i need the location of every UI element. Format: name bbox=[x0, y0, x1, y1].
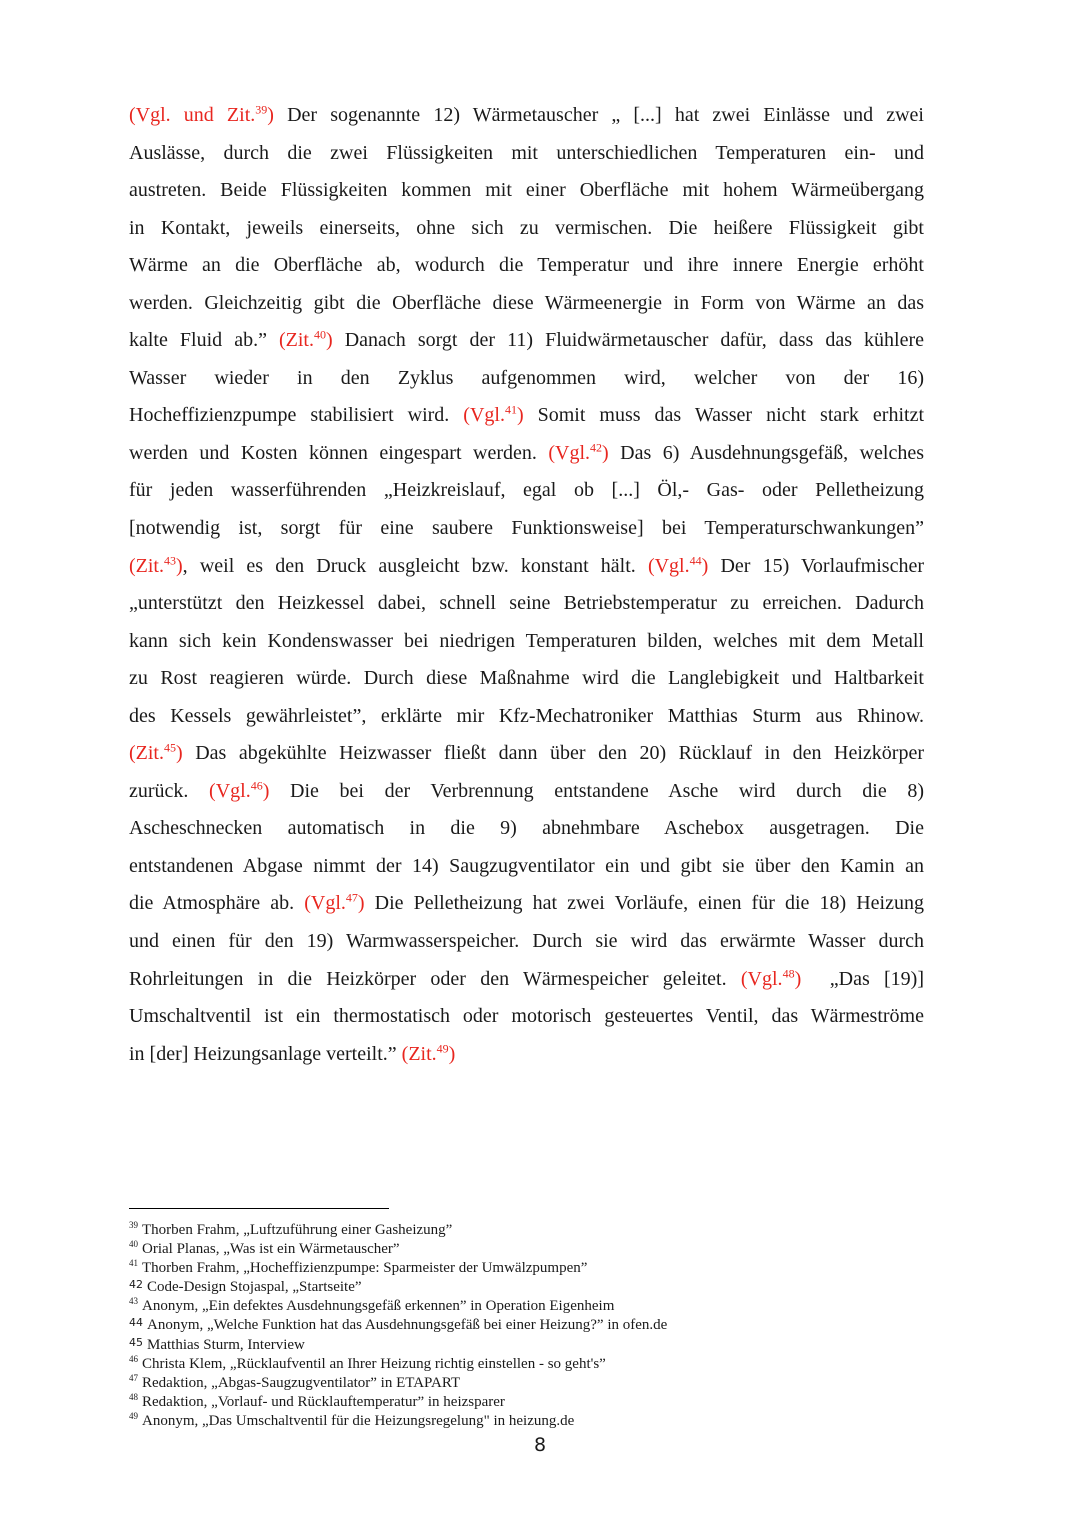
body-text-run: werden und Kosten können eingespart werden. bbox=[129, 441, 549, 464]
footnote-text: Christa Klem, „Rücklaufventil an Ihrer Heizung richtig einstellen - so geht's” bbox=[142, 1355, 606, 1372]
citation-close: ) bbox=[602, 441, 609, 464]
body-text-run: Hocheffizienzpumpe stabilisiert wird. bbox=[129, 404, 464, 427]
footnote bbox=[129, 1412, 909, 1431]
body-text-run: Wärme an die Oberfläche ab, wodurch die Temperatur und ihre innere Energie erhöht bbox=[129, 254, 924, 277]
footnote-separator bbox=[129, 1208, 389, 1209]
footnotes bbox=[129, 1221, 909, 1431]
footnote-number: 39 bbox=[129, 1220, 138, 1230]
body-line bbox=[129, 510, 924, 548]
body-text-run: austreten. Beide Flüssigkeiten kommen mit einer Oberfläche mit hohem Wärmeübergang bbox=[129, 179, 924, 202]
body-text-run: Rohrleitungen in die Heizkörper oder den Wärmespeicher geleitet. bbox=[129, 967, 741, 990]
footnote bbox=[129, 1393, 909, 1412]
citation-close: ) bbox=[448, 1042, 456, 1065]
footnote-number: 47 bbox=[129, 1372, 138, 1383]
body-text-run: Das abgekühlte Heizwasser fließt dann über den 20) Rücklauf in den Heizkörper bbox=[182, 742, 924, 765]
citation-label: (Vgl. bbox=[304, 892, 346, 915]
citation-label: (Vgl. bbox=[740, 967, 783, 990]
citation-number: 39 bbox=[255, 102, 268, 117]
citation-close: ) bbox=[267, 104, 274, 126]
body-text-run: Danach sorgt der 11) Fluidwärmetauscher dafür, dass das kühlere bbox=[332, 329, 924, 352]
body-line bbox=[129, 548, 924, 586]
citation-marker bbox=[647, 552, 709, 577]
footnote-text: Anonym, „Das Umschaltventil für die Heizungsregelung" in heizung.de bbox=[142, 1412, 575, 1429]
body-line bbox=[129, 961, 924, 999]
citation-number: 42 bbox=[590, 440, 603, 455]
citation-number: 48 bbox=[782, 965, 795, 980]
footnote-number: 46 bbox=[129, 1353, 138, 1364]
body-line bbox=[129, 773, 924, 811]
citation-marker bbox=[304, 892, 364, 914]
body-text bbox=[129, 97, 924, 1073]
body-text-run: zurück. bbox=[129, 779, 210, 802]
body-line bbox=[129, 623, 924, 661]
footnote-text: Thorben Frahm, „Luftzuführung einer Gasheizung” bbox=[142, 1222, 453, 1238]
footnote-number: 41 bbox=[129, 1258, 138, 1269]
footnote-number: 48 bbox=[129, 1391, 138, 1402]
footnote-number: 49 bbox=[129, 1410, 138, 1421]
citation-close: ) bbox=[516, 404, 524, 427]
citation-label: (Vgl. bbox=[647, 554, 690, 577]
body-text-run: zu Rost reagieren würde. Durch diese Maßnahme wird die Langlebigkeit und Haltbarkeit bbox=[129, 667, 924, 690]
body-line bbox=[129, 585, 924, 623]
citation-label: (Zit. bbox=[279, 329, 314, 352]
citation-number: 45 bbox=[164, 740, 176, 755]
citation-number: 46 bbox=[250, 778, 263, 793]
citation-label: (Vgl. bbox=[209, 779, 251, 802]
citation-close: ) bbox=[357, 892, 365, 915]
body-line bbox=[129, 735, 924, 773]
citation-marker bbox=[463, 404, 523, 426]
body-text-run: „unterstützt den Heizkessel dabei, schnell seine Betriebstemperatur zu erreichen. Dadurch bbox=[129, 592, 924, 615]
footnote-text: Redaktion, „Vorlauf- und Rücklauftemperatur” in heizsparer bbox=[142, 1393, 505, 1410]
body-text-run: Somit muss das Wasser nicht stark erhitzt bbox=[523, 404, 924, 427]
body-line bbox=[129, 285, 924, 323]
body-text-run: in Kontakt, jeweils einerseits, ohne sich zu vermischen. Die heißere Flüssigkeit gibt bbox=[129, 216, 924, 239]
footnote bbox=[129, 1221, 909, 1240]
citation-close: ) bbox=[326, 329, 333, 352]
body-text-run: die Atmosphäre ab. bbox=[129, 892, 305, 915]
body-line bbox=[129, 885, 924, 923]
citation-label: (Vgl. und Zit. bbox=[129, 104, 256, 126]
citation-marker bbox=[209, 780, 269, 802]
footnote-number: 40 bbox=[129, 1239, 138, 1250]
citation-label: (Zit. bbox=[129, 742, 164, 765]
body-text-run: und einen für den 19) Warmwasserspeicher. Durch sie wird das erwärmte Wasser durch bbox=[129, 930, 924, 953]
body-text-run: Umschaltventil ist ein thermostatisch oder motorisch gesteuertes Ventil, das Wärmeströme bbox=[129, 1005, 924, 1028]
footnote bbox=[129, 1336, 909, 1355]
footnote-number: 42 bbox=[129, 1278, 143, 1292]
body-text-run: Auslässe, durch die zwei Flüssigkeiten mit unterschiedlichen Temperaturen ein- und bbox=[129, 141, 924, 164]
footnote bbox=[129, 1374, 909, 1393]
footnote-text: Code-Design Stojaspal, „Startseite” bbox=[147, 1279, 362, 1296]
body-line bbox=[129, 247, 924, 285]
footnote-text: Redaktion, „Abgas-Saugzugventilator” in ETAPART bbox=[142, 1374, 461, 1391]
body-line bbox=[129, 360, 924, 398]
body-text-run: Der sogenannte 12) Wärmetauscher „ [...] hat zwei Einlässe und zwei bbox=[273, 104, 924, 126]
citation-close: ) bbox=[176, 742, 183, 765]
body-line bbox=[129, 172, 924, 210]
citation-number: 41 bbox=[504, 402, 517, 417]
body-line bbox=[129, 135, 924, 173]
citation-marker bbox=[279, 329, 333, 351]
citation-close: ) bbox=[176, 554, 183, 577]
footnote-number: 44 bbox=[129, 1316, 143, 1330]
body-text-run: in [der] Heizungsanlage verteilt.” bbox=[129, 1042, 402, 1065]
body-text-run: [notwendig ist, sorgt für eine saubere Funktionsweise] bei Temperaturschwankungen” bbox=[129, 517, 924, 540]
body-text-run: „Das [19)] bbox=[801, 967, 924, 990]
citation-label: (Vgl. bbox=[463, 404, 505, 427]
citation-marker bbox=[740, 965, 802, 990]
footnote bbox=[129, 1240, 909, 1259]
body-text-run: werden. Gleichzeitig gibt die Oberfläche diese Wärmeenergie in Form von Wärme an das bbox=[129, 291, 924, 314]
citation-close: ) bbox=[794, 967, 802, 990]
footnote-number: 45 bbox=[129, 1335, 143, 1349]
citation-marker bbox=[129, 742, 183, 764]
footnote bbox=[129, 1316, 909, 1335]
citation-marker bbox=[129, 104, 274, 126]
footnote-text: Matthias Sturm, Interview bbox=[147, 1336, 305, 1353]
body-text-run: Das 6) Ausdehnungsgefäß, welches bbox=[608, 441, 924, 464]
citation-number: 47 bbox=[345, 890, 358, 905]
body-text-run: des Kessels gewährleistet”, erklärte mir Kfz-Mechatroniker Matthias Sturm aus Rhinow. bbox=[129, 704, 924, 727]
citation-label: (Zit. bbox=[129, 554, 164, 577]
citation-number: 43 bbox=[164, 552, 176, 567]
citation-close: ) bbox=[262, 779, 270, 802]
body-line bbox=[129, 397, 924, 435]
body-line bbox=[129, 698, 924, 736]
citation-label: (Vgl. bbox=[548, 441, 591, 464]
citation-marker bbox=[129, 552, 183, 577]
footnote bbox=[129, 1297, 909, 1316]
body-line bbox=[129, 998, 924, 1036]
body-line bbox=[129, 810, 924, 848]
body-line bbox=[129, 435, 924, 473]
body-text-run: entstandenen Abgase nimmt der 14) Saugzugventilator ein und gibt sie über den Kamin an bbox=[129, 854, 924, 877]
body-line bbox=[129, 97, 924, 135]
body-text-run: Ascheschnecken automatisch in die 9) abnehmbare Aschebox ausgetragen. Die bbox=[129, 817, 924, 840]
footnote-text: Anonym, „Welche Funktion hat das Ausdehnungsgefäß bei einer Heizung?” in ofen.de bbox=[147, 1317, 668, 1334]
footnote-text: Anonym, „Ein defektes Ausdehnungsgefäß erkennen” in Operation Eigenheim bbox=[142, 1298, 615, 1315]
body-line bbox=[129, 660, 924, 698]
body-line bbox=[129, 472, 924, 510]
footnote-text: Thorben Frahm, „Hocheffizienzpumpe: Sparmeister der Umwälzpumpen” bbox=[142, 1260, 588, 1277]
body-text-run: , weil es den Druck ausgleicht bzw. konstant hält. bbox=[182, 554, 648, 577]
body-text-run: Wasser wieder in den Zyklus aufgenommen wird, welcher von der 16) bbox=[129, 366, 924, 389]
citation-marker bbox=[402, 1043, 456, 1065]
body-line bbox=[129, 210, 924, 248]
body-text-run: für jeden wasserführenden „Heizkreislauf, egal ob [...] Öl,- Gas- oder Pelletheizung bbox=[129, 479, 924, 502]
citation-close: ) bbox=[701, 554, 709, 577]
body-line bbox=[129, 923, 924, 961]
footnote bbox=[129, 1259, 909, 1278]
citation-number: 49 bbox=[436, 1041, 449, 1056]
page-number: 8 bbox=[533, 1434, 547, 1456]
citation-number: 44 bbox=[689, 552, 702, 567]
body-text-run: kann sich kein Kondenswasser bei niedrigen Temperaturen bilden, welches mit dem Metall bbox=[129, 629, 924, 652]
footnote bbox=[129, 1278, 909, 1297]
body-text-run: Der 15) Vorlaufmischer bbox=[708, 554, 924, 577]
citation-number: 40 bbox=[314, 327, 326, 342]
body-line bbox=[129, 322, 924, 360]
footnote-number: 43 bbox=[129, 1296, 138, 1307]
citation-label: (Zit. bbox=[401, 1042, 437, 1065]
body-line bbox=[129, 1036, 924, 1074]
footnote bbox=[129, 1355, 909, 1374]
footnote-text: Orial Planas, „Was ist ein Wärmetauscher” bbox=[142, 1241, 400, 1258]
citation-marker bbox=[548, 442, 608, 464]
body-text-run: Die Pelletheizung hat zwei Vorläufe, einen für die 18) Heizung bbox=[364, 892, 924, 915]
body-line bbox=[129, 848, 924, 886]
body-text-run: Die bei der Verbrennung entstandene Asche wird durch die 8) bbox=[269, 779, 924, 802]
body-text-run: kalte Fluid ab.” bbox=[129, 329, 279, 352]
